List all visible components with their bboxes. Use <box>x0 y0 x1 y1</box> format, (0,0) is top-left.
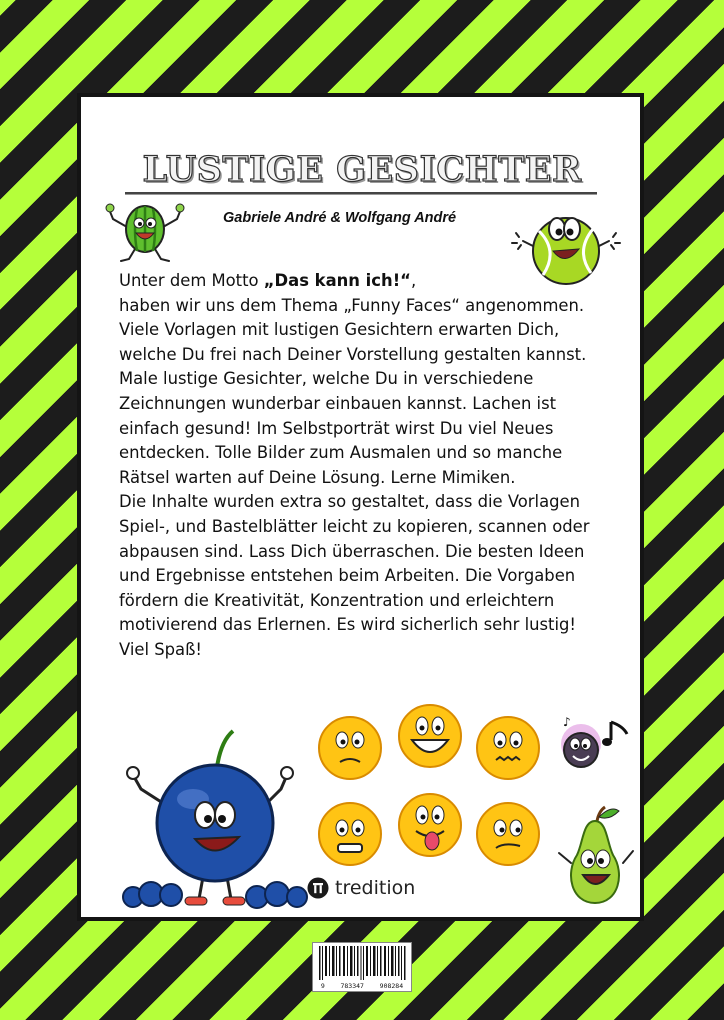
blurb-line: Rätsel warten auf Deine Lösung. Lerne Mimiken. <box>119 467 516 487</box>
barcode-digit-group: 9 <box>320 982 325 990</box>
svg-text:♪: ♪ <box>563 715 571 729</box>
blurb-text <box>119 269 639 663</box>
barcode-bars <box>313 946 411 982</box>
blurb-line: fördern die Kreativität, Konzentration und erleichtern <box>119 590 555 610</box>
blurb-line: einfach gesund! Im Selbstporträt wirst Du viel Neues <box>119 418 554 438</box>
blurb-line: haben wir uns dem Thema „Funny Faces“ angenommen. <box>119 295 585 315</box>
watermelon-character-icon <box>105 197 185 265</box>
emoji-tongue-icon <box>396 791 464 859</box>
blurb-line <box>119 269 639 294</box>
emoji-confused-icon <box>316 714 384 782</box>
book-title: LUSTIGE GESICHTER <box>142 149 582 190</box>
blurb-line: Zeichnungen wunderbar einbauen kannst. Lachen ist <box>119 393 557 413</box>
blurb-line: abpausen sind. Lass Dich überraschen. Die besten Ideen <box>119 541 585 561</box>
pear-character-icon <box>553 803 637 911</box>
blurb-line: Viele Vorlagen mit lustigen Gesichtern erwarten Dich, <box>119 320 560 340</box>
blurb-line: und Ergebnisse entstehen beim Arbeiten. Die Vorgaben <box>119 566 576 586</box>
blurb-comma: , <box>410 271 417 290</box>
publisher <box>307 877 415 899</box>
cover-panel <box>77 93 644 921</box>
blurb-intro: Unter dem Motto <box>119 271 264 290</box>
blurb-line: Male lustige Gesichter, welche Du in verschiedene <box>119 369 534 389</box>
authors: Gabriele André & Wolfgang André <box>223 210 457 226</box>
music-plum-character-icon <box>551 712 633 778</box>
barcode-digit-group: 908284 <box>379 982 404 990</box>
emoji-grin-icon <box>396 702 464 770</box>
emoji-skeptical-icon <box>474 800 542 868</box>
tredition-logo-icon <box>307 877 329 899</box>
blurb-line: motivierend das Erlernen. Es wird sicherlich sehr lustig! <box>119 615 577 635</box>
isbn-barcode <box>312 942 412 992</box>
blurb-line: Spiel-, und Bastelblätter leicht zu kopieren, scannen oder <box>119 516 590 536</box>
barcode-digits <box>313 982 411 990</box>
title-underline <box>125 192 597 195</box>
publisher-name: tredition <box>335 877 416 899</box>
blurb-line: Viel Spaß! <box>119 639 203 659</box>
blurb-line: welche Du frei nach Deiner Vorstellung gestalten kannst. <box>119 344 587 364</box>
blurb-line: entdecken. Tolle Bilder zum Ausmalen und so manche <box>119 443 563 463</box>
emoji-worried-icon <box>474 714 542 782</box>
barcode-digit-group: 783347 <box>340 982 364 990</box>
emoji-sad-icon <box>316 800 384 868</box>
blurb-line: Die Inhalte wurden extra so gestaltet, dass die Vorlagen <box>119 492 581 512</box>
blueberry-character-icon <box>121 727 311 912</box>
motto: „Das kann ich!“ <box>263 271 411 290</box>
